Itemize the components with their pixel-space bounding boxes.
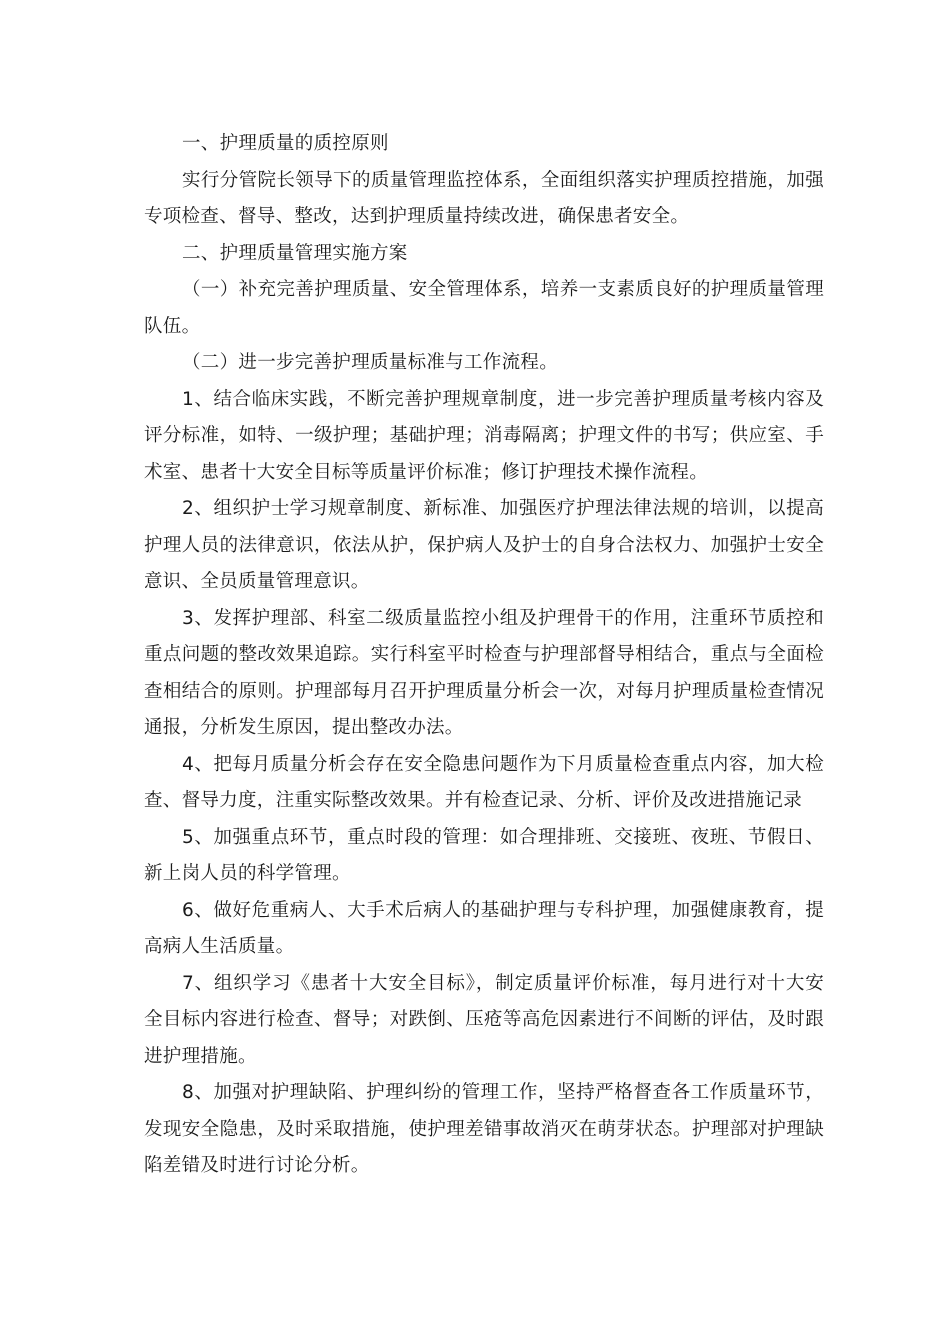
subsection-1: （一）补充完善护理质量、安全管理体系，培养一支素质良好的护理质量管理队伍。	[144, 279, 824, 337]
list-item-8: 8、加强对护理缺陷、护理纠纷的管理工作，坚持严格督查各工作质量环节，发现安全隐患，及时采取措施，使护理差错事故消灭在萌芽状态。护理部对护理缺陷差错及时进行讨论分析。	[144, 1082, 824, 1176]
paragraph-principle: 实行分管院长领导下的质量管理监控体系，全面组织落实护理质控措施，加强专项检查、督导、整改，达到护理质量持续改进，确保患者安全。	[144, 169, 824, 227]
list-item-3: 3、发挥护理部、科室二级质量监控小组及护理骨干的作用，注重环节质控和重点问题的整改效果追踪。实行科室平时检查与护理部督导相结合，重点与全面检查相结合的原则。护理部每月召开护理质量分析会一次，对每月护理质量检查情况通报，分析发生原因，提出整改办法。	[144, 607, 824, 738]
list-item-2: 2、组织护士学习规章制度、新标准、加强医疗护理法律法规的培训，以提高护理人员的法律意识，依法从护，保护病人及护士的自身合法权力、加强护士安全意识、全员质量管理意识。	[144, 498, 824, 592]
list-item-4: 4、把每月质量分析会存在安全隐患问题作为下月质量检查重点内容，加大检查、督导力度，注重实际整改效果。并有检查记录、分析、评价及改进措施记录	[144, 753, 824, 811]
list-item-6: 6、做好危重病人、大手术后病人的基础护理与专科护理，加强健康教育，提高病人生活质量。	[144, 899, 824, 957]
section-heading-plan: 二、护理质量管理实施方案	[182, 242, 408, 264]
list-item-1: 1、结合临床实践，不断完善护理规章制度，进一步完善护理质量考核内容及评分标准，如特、一级护理；基础护理；消毒隔离；护理文件的书写；供应室、手术室、患者十大安全目标等质量评价标准；修订护理技术操作流程。	[144, 388, 824, 483]
list-item-7: 7、组织学习《患者十大安全目标》，制定质量评价标准，每月进行对十大安全目标内容进行检查、督导；对跌倒、压疮等高危因素进行不间断的评估，及时跟进护理措施。	[144, 972, 824, 1067]
list-item-5: 5、加强重点环节，重点时段的管理：如合理排班、交接班、夜班、节假日、新上岗人员的科学管理。	[144, 826, 824, 884]
document-body	[144, 126, 824, 1185]
subsection-2: （二）进一步完善护理质量标准与工作流程。	[182, 352, 559, 373]
section-heading-principle: 一、护理质量的质控原则	[182, 133, 389, 154]
